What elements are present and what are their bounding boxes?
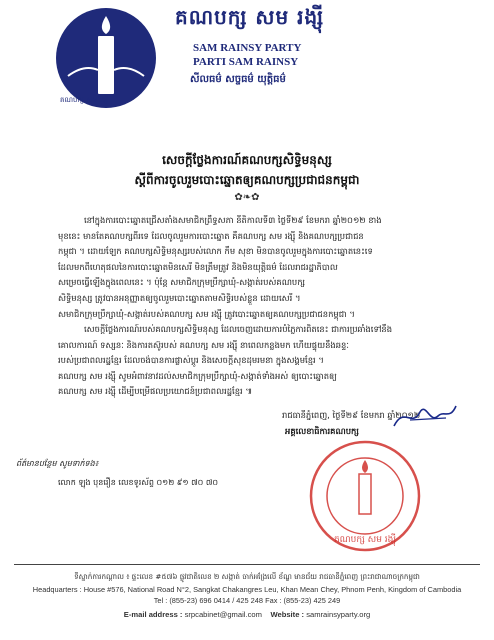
paragraph-line: សេចក្តីថ្លែងការណ៍របស់គណបក្សសិទ្ធិមនុស្ស ដែលចេញដោយការបំភ្លៃការពិតនេះ ជាការប្រឆាំងទៅនឹង (84, 324, 393, 334)
footer-address-english: Headquarters : House #576, National Road N°2, Sangkat Chakangres Leu, Khan Mean Chey, Phnom Penh, Kingdom of Cambodia (32, 585, 462, 594)
paragraph-line: សមាជិកក្រុមប្រឹក្សាឃុំ-សង្កាត់របស់គណបក្ស សម រង្ស៊ី ត្រូវបោះឆ្នោតឲ្យគណបក្សប្រជាជនកម្ពុជា ។ (58, 308, 355, 319)
party-seal-stamp (305, 436, 425, 556)
candle-icon (98, 36, 114, 94)
place-and-date: រាជធានីភ្នំពេញ, ថ្ងៃទី២៩ ខែមករា ឆ្នាំ២០១២ (282, 410, 421, 420)
statement-title-line1: សេចក្តីថ្លែងការណ៍គណបក្សសិទ្ធិមនុស្ស (162, 153, 332, 167)
contact-label: ព័ត៌មានបន្ថែម សូមទាក់ទង៖ (16, 459, 99, 468)
logo-caption: គណបក្ស សម រង្ស៊ី (60, 96, 109, 104)
paragraph-line: សិទ្ធិមនុស្ស ត្រូវបានអនុញ្ញាតឲ្យចូលរួមបោះឆ្នោតតាមសិទ្ធិរបស់ខ្លួន ដោយសេរី ។ (58, 292, 301, 303)
paragraph-line: ដែលមកពីហេតុផលនៃការបោះឆ្នោតមិនសេរី មិនត្រឹមត្រូវ និងមិនយុត្តិធម៌ ដែលរាជរដ្ឋាភិបាល (58, 261, 338, 272)
paragraph-line: កម្ពុជា ។ ដោយឡែក គណបក្សសិទ្ធិមនុស្សរបស់លោក កឹម សុខា មិនបានចូលរួមក្នុងការបោះឆ្នោតនេះទេ (58, 246, 373, 257)
title-ornament: ✿❧✿ (234, 192, 260, 203)
handwritten-signature (390, 398, 460, 434)
party-name-english: SAM RAINSY PARTY (193, 42, 302, 54)
seal-flame-icon (362, 460, 368, 473)
body-paragraph-1 (58, 213, 438, 322)
paragraph-line: គោលការណ៍ ទស្សនៈ និងការតស៊ូរបស់ គណបក្ស សម រង្ស៊ី នាពេលកន្លងមក ហើយផ្ទុយនឹងឆន្ទៈ (58, 339, 349, 350)
paragraph-line: សម្រេចធ្វើឡើងក្នុងពេលនេះ ។ ប៉ុន្តែ សមាជិកក្រុមប្រឹក្សាឃុំ-សង្កាត់របស់គណបក្ស (58, 277, 306, 288)
footer-tel-fax: Tel : (855-23) 696 0414 / 425 248 Fax : (855-23) 425 249 (153, 596, 341, 605)
party-logo (54, 6, 158, 110)
body-paragraph-2 (58, 322, 438, 400)
email-value[interactable]: srpcabinet@gmail.com (184, 610, 262, 619)
footer-email-website (0, 610, 494, 619)
footer-address-khmer: ទីស្នាក់ការកណ្តាល ៖ ផ្ទះលេខ #៥៧៦ ផ្លូវជាតិលេខ ២ សង្កាត់ ចាក់អង្រែលើ ខ័ណ្ឌ មានជ័យ រាជធានីភ្នំពេញ ព្រះរាជាណាចក្រកម្ពុជា (74, 572, 420, 581)
email-label: E-mail address : (123, 610, 183, 619)
paragraph-line: គណបក្ស សម រង្ស៊ី ដើម្បីបម្រើផលប្រយោជន៍ប្រជាពលរដ្ឋខ្មែរ ៕ (58, 386, 253, 397)
paragraph-line: មុខនេះ មានតែគណបក្សពីរទេ ដែលចូលរួមការបោះឆ្នោត គឺគណបក្ស សម រង្ស៊ី និងគណបក្សប្រជាជន (58, 230, 364, 241)
paragraph-line: របស់ប្រជាពលរដ្ឋខ្មែរ ដែលចង់បានការផ្លាស់ប្តូរ និងសេចក្តីសុខដុមរមនា ក្នុងសង្គមខ្មែរ ។ (58, 355, 324, 366)
paragraph-line: នៅក្នុងការបោះឆ្នោតជ្រើសតាំងសមាជិកព្រឹទ្ធសភា នីតិកាលទី៣ ថ្ងៃទី២៩ ខែមករា ឆ្នាំ២០១២ ខាង (84, 215, 382, 225)
party-name-french: PARTI SAM RAINSY (193, 56, 299, 68)
party-name-khmer: គណបក្ស សម រង្ស៊ី (175, 5, 325, 29)
website-label: Website : (270, 610, 305, 619)
footer-divider (14, 564, 480, 565)
contact-value: លោក ឡុង បុនរឿន លេខទូរស័ព្ទ ០១២ ៩១ ៧០ ៧០ (58, 478, 219, 487)
seal-text: គណបក្ស សម រង្ស៊ី (333, 535, 397, 545)
seal-candle-icon (359, 474, 371, 514)
statement-title-line2: ស្តីពីការចូលរួមបោះឆ្នោតឲ្យគណបក្សប្រជាជនកម្ពុជា (134, 173, 360, 187)
paragraph-line: គណបក្ស សម រង្ស៊ី សូមអំពាវនាវដល់សមាជិកក្រុមប្រឹក្សាឃុំ-សង្កាត់ទាំងអស់ ឲ្យបោះឆ្នោតឲ្យ (58, 370, 337, 381)
signer-title: អគ្គលេខាធិការគណបក្ស (285, 426, 359, 436)
website-value[interactable]: samrainsyparty.org (306, 610, 371, 619)
party-motto: សីលធម៌ សច្ចធម៌ យុត្តិធម៌ (190, 74, 286, 85)
